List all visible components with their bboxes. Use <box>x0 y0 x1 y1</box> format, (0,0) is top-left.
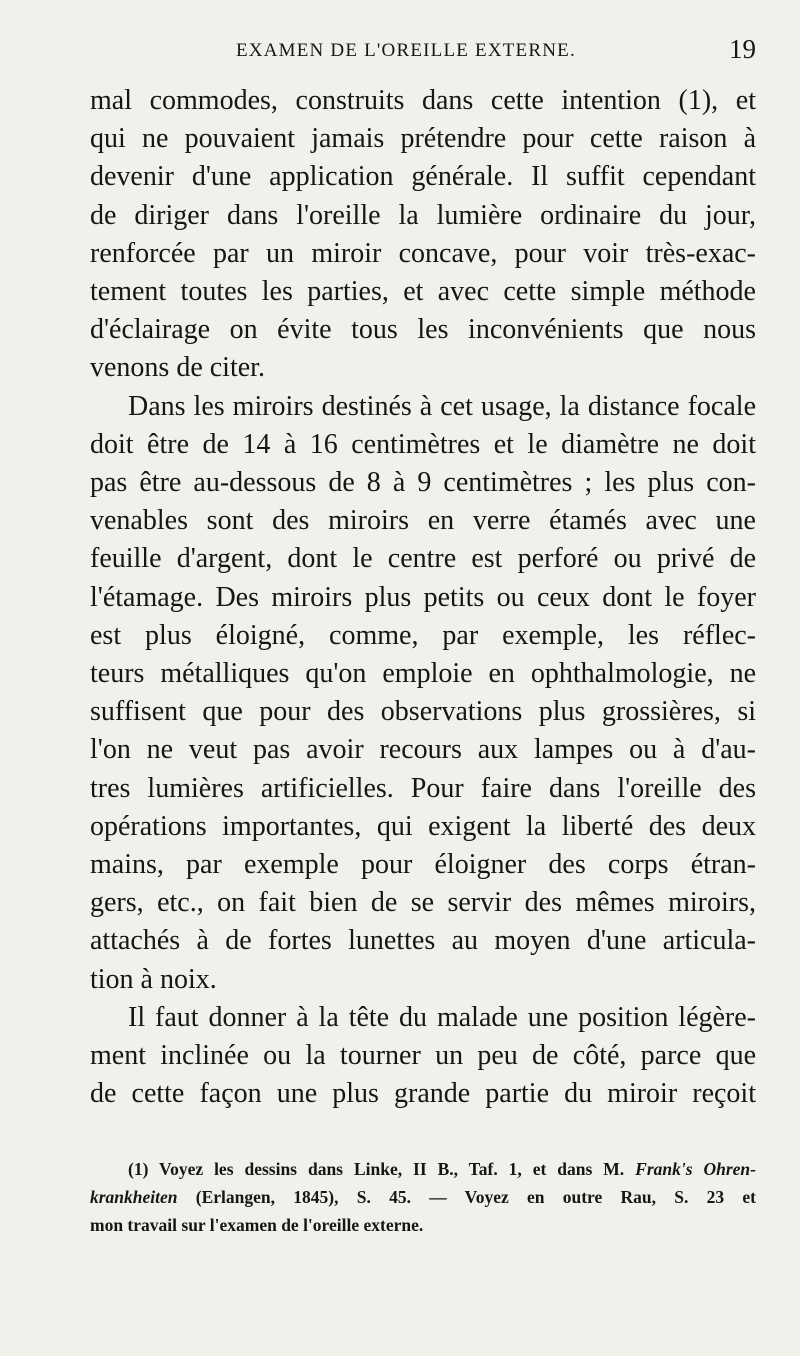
page-number: 19 <box>729 34 756 64</box>
text-line: mal commodes, construits dans cette intention (1), et <box>90 85 756 116</box>
text-line: Dans les miroirs destinés à cet usage, la distance focale <box>128 390 756 422</box>
text-line: l'étamage. Des miroirs plus petits ou ceux dont le foyer <box>90 581 756 613</box>
text-line: est plus éloigné, comme, par exemple, les réflec- <box>90 619 756 651</box>
text-line: mains, par exemple pour éloigner des corps étran- <box>90 849 756 881</box>
text-line: attachés à de fortes lunettes au moyen d'une articula- <box>90 925 756 957</box>
paragraph <box>90 388 756 999</box>
text-line: de cette façon une plus grande partie du miroir reçoit <box>90 1078 756 1110</box>
footnote <box>90 1155 756 1239</box>
text-line: venons de citer. <box>90 352 265 384</box>
paragraph <box>90 999 756 1114</box>
running-head-title: EXAMEN DE L'OREILLE EXTERNE. <box>236 40 576 61</box>
text-line: opérations importantes, qui exigent la liberté des deux <box>90 810 756 842</box>
text-line: tement toutes les parties, et avec cette simple méthode <box>90 276 756 308</box>
text-line: Il faut donner à la tête du malade une position légère- <box>128 1001 756 1033</box>
text-line: suffisent que pour des observations plus grossières, si <box>90 696 756 728</box>
text-line: devenir d'une application générale. Il suffit cependant <box>90 161 756 193</box>
text-line: teurs métalliques qu'on emploie en ophthalmologie, ne <box>90 658 756 690</box>
footnote-text: (1) Voyez les dessins dans Linke, II B., Taf. 1, et dans M. <box>128 1159 636 1180</box>
running-head <box>90 34 756 78</box>
text-line: venables sont des miroirs en verre étamés avec une <box>90 505 756 537</box>
paragraph <box>90 82 756 388</box>
text-line: renforcée par un miroir concave, pour voir très-exac- <box>90 237 756 269</box>
text-line: d'éclairage on évite tous les inconvénients que nous <box>90 314 756 346</box>
text-line: feuille d'argent, dont le centre est perforé ou privé de <box>90 543 756 575</box>
text-line: gers, etc., on fait bien de se servir des mêmes miroirs, <box>90 887 756 919</box>
footnote-italic: Frank's Ohren- <box>635 1159 756 1180</box>
text-line: qui ne pouvaient jamais prétendre pour cette raison à <box>90 123 756 155</box>
footnote-italic: krankheiten <box>90 1187 178 1208</box>
footnote-line: mon travail sur l'examen de l'oreille externe. <box>90 1215 424 1236</box>
text-line: tres lumières artificielles. Pour faire dans l'oreille des <box>90 772 756 804</box>
footnote-text: (Erlangen, 1845), S. 45. — Voyez en outre Rau, S. 23 et <box>177 1187 756 1208</box>
text-line: l'on ne veut pas avoir recours aux lampes ou à d'au- <box>90 734 756 766</box>
text-line: tion à noix. <box>90 963 217 995</box>
text-line: doit être de 14 à 16 centimètres et le diamètre ne doit <box>90 428 756 460</box>
footnote-line <box>90 1155 756 1183</box>
footnote-line <box>90 1183 756 1211</box>
text-line: ment inclinée ou la tourner un peu de côté, parce que <box>90 1040 756 1072</box>
text-line: pas être au-dessous de 8 à 9 centimètres ; les plus con- <box>90 467 756 499</box>
body-text <box>90 82 756 1113</box>
text-line: de diriger dans l'oreille la lumière ordinaire du jour, <box>90 199 756 231</box>
